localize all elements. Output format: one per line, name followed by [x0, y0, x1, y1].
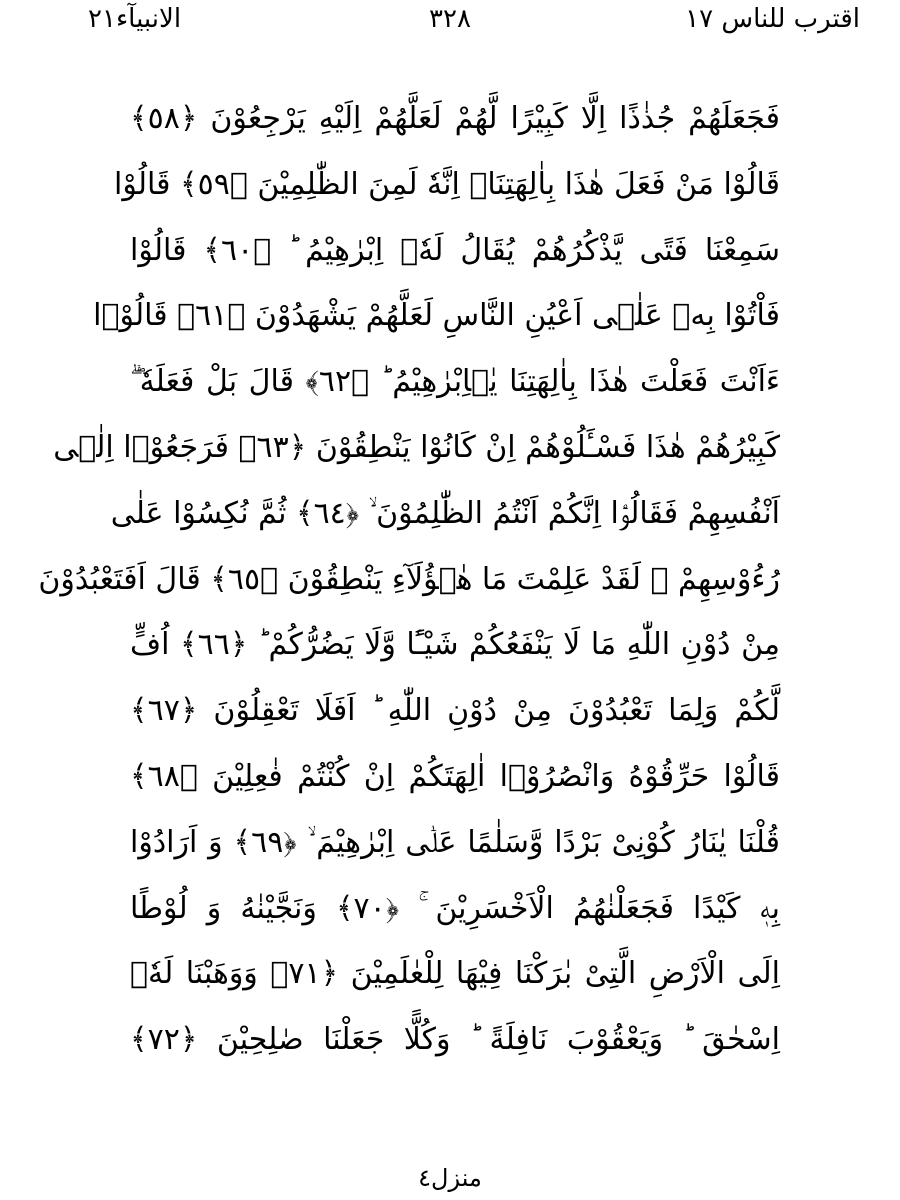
verse-line: ءَاَنْتَ فَعَلْتَ هٰذَا بِاٰلِهَتِنَا يٰۤاِبْرٰهِيْمُ ؕ ﴿٦٢﴾ قَالَ بَلْ فَعَلَهٗ ۖۗ — [130, 364, 781, 400]
verse-line: اِلَى الْاَرْضِ الَّتِىْ بٰرَكْنَا فِيْهَا لِلْعٰلَمِيْنَ ﴿٧١﴾ وَوَهَبْنَا لَهٗۤ — [130, 956, 781, 992]
verse-line: قُلْنَا يٰنَارُ كُوْنِىْ بَرْدًا وَّسَلٰمًا عَلٰۤى اِبْرٰهِيْمَ ۙ ﴿٦٩﴾ وَ اَرَادُوْا — [130, 824, 780, 860]
verse-line: سَمِعْنَا فَتًى يَّذْكُرُهُمْ يُقَالُ لَهٗۤ اِبْرٰهِيْمُ ؕ ﴿٦٠﴾ قَالُوْا — [130, 232, 780, 268]
verse-line: فَجَعَلَهُمْ جُذٰذًا اِلَّا كَبِيْرًا لَّهُمْ لَعَلَّهُمْ اِلَيْهِ يَرْجِعُوْنَ ﴿٥٨﴾ — [130, 101, 780, 136]
verse-line: اَنْفُسِهِمْ فَقَالُوْۤا اِنَّكُمْ اَنْتُمُ الظّٰلِمُوْنَ ۙ ﴿٦٤﴾ ثُمَّ نُكِسُوْا عَلٰى — [110, 495, 780, 531]
verse-line: اِسْحٰقَ ؕ وَيَعْقُوْبَ نَافِلَةً ؕ وَكُلًّا جَعَلْنَا صٰلِحِيْنَ ﴿٧٢﴾ — [130, 1022, 780, 1058]
verse-line: لَّكُمْ وَلِمَا تَعْبُدُوْنَ مِنْ دُوْنِ اللّٰهِ ؕ اَفَلَا تَعْقِلُوْنَ ﴿٦٧﴾ — [130, 693, 780, 729]
page-number: ٣٢٨ — [429, 4, 471, 34]
verse-line: رُءُوْسِهِمْ ۚ لَقَدْ عَلِمْتَ مَا هٰۤؤُلَآءِ يَنْطِقُوْنَ ﴿٦٥﴾ قَالَ اَفَتَعْبُدُوْنَ — [38, 561, 780, 597]
verse-line: كَبِيْرُهُمْ هٰذَا فَسْـَٔلُوْهُمْ اِنْ كَانُوْا يَنْطِقُوْنَ ﴿٦٣﴾ فَرَجَعُوْۤا اِلٰۤى — [53, 429, 780, 465]
verse-line: مِنْ دُوْنِ اللّٰهِ مَا لَا يَنْفَعُكُمْ شَيْـًٔا وَّلَا يَضُرُّكُمْ ؕ ﴿٦٦﴾ اُفٍّ — [130, 627, 780, 663]
verse-line: فَاْتُوْا بِهٖ عَلٰۤى اَعْيُنِ النَّاسِ لَعَلَّهُمْ يَشْهَدُوْنَ ﴿٦١﴾ قَالُوْۤا — [93, 298, 780, 334]
verse-text-block — [38, 86, 781, 1073]
verse-line: قَالُوْا حَرِّقُوْهُ وَانْصُرُوْۤا اٰلِهَتَكُمْ اِنْ كُنْتُمْ فٰعِلِيْنَ ﴿٦٨﴾ — [130, 758, 780, 794]
surah-title: الانبيآء٢١ — [88, 4, 182, 34]
juz-title: اقترب للناس ١٧ — [685, 4, 860, 34]
page-header — [0, 0, 900, 50]
verse-line: قَالُوْا مَنْ فَعَلَ هٰذَا بِاٰلِهَتِنَاۤ اِنَّهٗ لَمِنَ الظّٰلِمِيْنَ ﴿٥٩﴾ قَالُوْا — [114, 166, 780, 202]
manzil-footer: منزل٤ — [418, 1164, 482, 1192]
verse-line: بِهٖ كَيْدًا فَجَعَلْنٰهُمُ الْاَخْسَرِيْنَ ۚ ﴿٧٠﴾ وَنَجَّيْنٰهُ وَ لُوْطًا — [130, 890, 780, 926]
